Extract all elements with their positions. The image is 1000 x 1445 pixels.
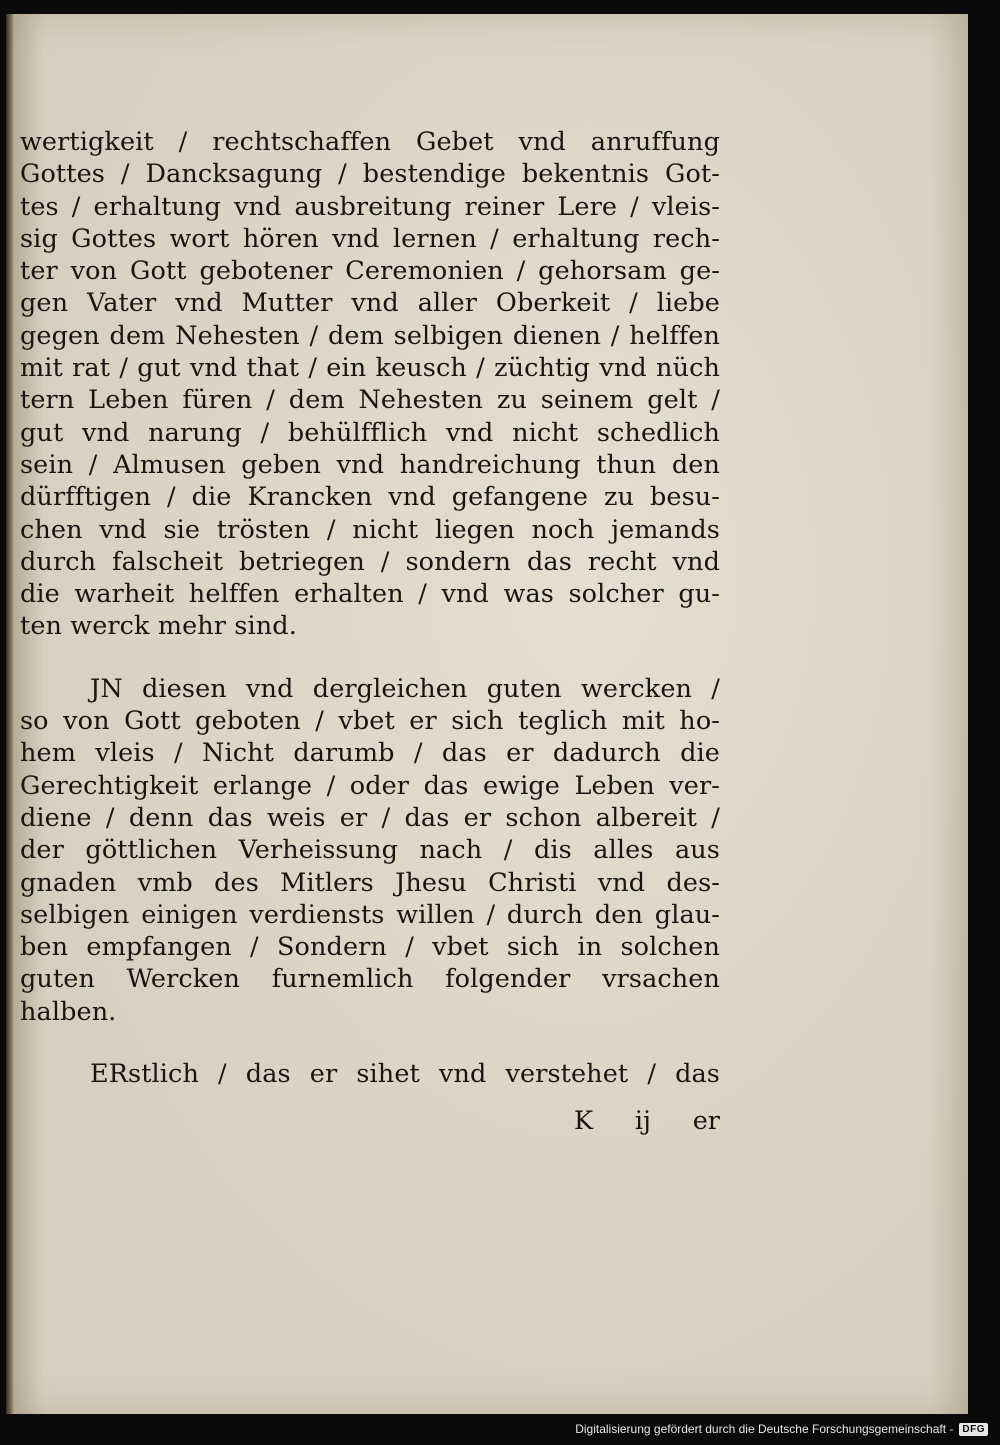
text-line: ten werck mehr sind. xyxy=(20,611,297,642)
text-line: chen vnd sie trösten / nicht liegen noch jemands xyxy=(20,514,720,545)
text-line: gut vnd narung / behülfflich vnd nicht schedlich xyxy=(20,417,720,448)
paragraph-2 xyxy=(20,673,720,1028)
text-line: so von Gott geboten / vbet er sich teglich mit ho‑ xyxy=(20,706,720,737)
text-line: Gerechtigkeit erlange / oder das ewige Leben ver‑ xyxy=(20,770,720,801)
text-line: ter von Gott gebotener Ceremonien / gehorsam ge‑ xyxy=(20,256,720,287)
text-line: gegen dem Nehesten / dem selbigen dienen / helffen xyxy=(20,320,720,351)
text-line: sig Gottes wort hören vnd lernen / erhaltung rech‑ xyxy=(20,223,720,254)
page-text xyxy=(20,126,720,1090)
text-line: tern Leben füren / dem Nehesten zu seinem gelt / xyxy=(20,385,720,416)
text-line: der göttlichen Verheissung nach / dis alles aus xyxy=(20,835,720,866)
text-line: Gottes / Dancksagung / bestendige bekentnis Got‑ xyxy=(20,159,720,190)
text-line: wertigkeit / rechtschaffen Gebet vnd anruffung xyxy=(20,127,720,157)
paragraph-gap xyxy=(20,643,720,673)
text-line: JN diesen vnd dergleichen guten wercken / xyxy=(90,673,720,704)
text-line: dürfftigen / die Krancken vnd gefangene zu besu‑ xyxy=(20,482,720,513)
paragraph-gap xyxy=(20,1028,720,1058)
catchword: er xyxy=(692,1106,720,1136)
text-line: ben empfangen / Sondern / vbet sich in solchen xyxy=(20,932,720,963)
text-line: selbigen einigen verdiensts willen / durch den glau‑ xyxy=(20,899,720,930)
paragraph-3 xyxy=(20,1058,720,1090)
catchword-line xyxy=(574,1106,720,1136)
text-line: tes / erhaltung vnd ausbreitung reiner Lere / vleis‑ xyxy=(20,191,720,222)
folio-mark: ij xyxy=(634,1106,651,1136)
text-line: gen Vater vnd Mutter vnd aller Oberkeit / liebe xyxy=(20,288,720,319)
funding-note: Digitalisierung gefördert durch die Deutsche Forschungsgemeinschaft - xyxy=(575,1422,954,1436)
funding-footer xyxy=(575,1419,988,1439)
text-line: hem vleis / Nicht darumb / das er dadurch die xyxy=(20,738,720,769)
binding-edge xyxy=(6,14,14,1414)
text-line: guten Wercken furnemlich folgender vrsachen xyxy=(20,964,720,995)
text-line: diene / denn das weis er / das er schon albereit / xyxy=(20,802,720,833)
dfg-logo: DFG xyxy=(959,1423,988,1436)
text-line: mit rat / gut vnd that / ein keusch / züchtig vnd nüch xyxy=(20,353,720,384)
text-line: ERstlich / das er sihet vnd verstehet / das xyxy=(90,1059,720,1090)
text-line: sein / Almusen geben vnd handreichung thun den xyxy=(20,449,720,480)
text-line: gnaden vmb des Mitlers Jhesu Christi vnd des‑ xyxy=(20,867,720,898)
paragraph-1 xyxy=(20,126,720,643)
text-line: durch falscheit betriegen / sondern das recht vnd xyxy=(20,546,720,577)
text-line: halben. xyxy=(20,996,117,1027)
signature-mark: K xyxy=(574,1106,594,1136)
text-line: die warheit helffen erhalten / vnd was solcher gu‑ xyxy=(20,579,720,610)
